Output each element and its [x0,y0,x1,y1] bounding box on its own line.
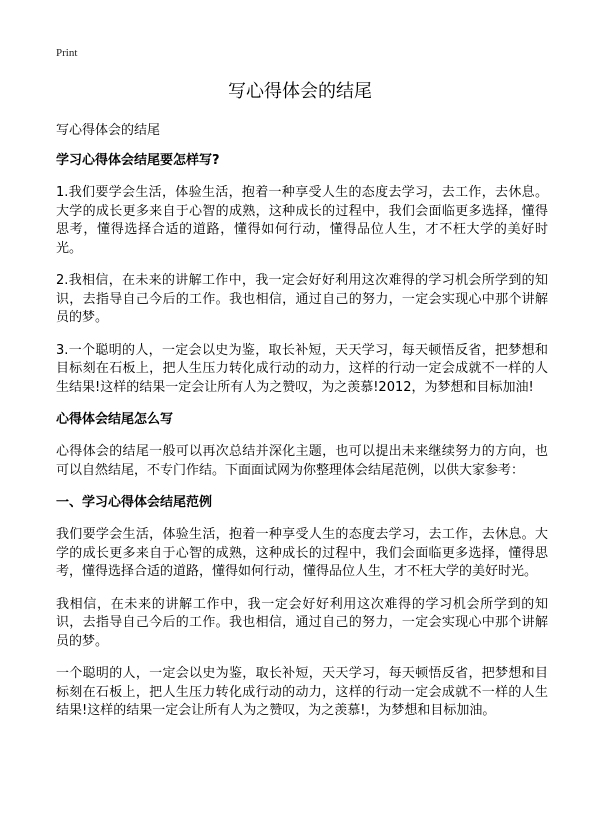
paragraph: 我们要学会生活，体验生活，抱着一种享受人生的态度去学习，去工作，去休息。大学的成长更多来自于心智的成熟，这种成长的过程中，我们会面临更多选择，懂得思考，懂得选择合适的道路，懂得如何行动，懂得品位人生，才不枉大学的美好时光。 [56,527,548,579]
paragraph: 一个聪明的人，一定会以史为鉴，取长补短，天天学习，每天顿悟反省，把梦想和目标刻在石板上，把人生压力转化成行动的动力，这样的行动一定会成就不一样的人生结果!这样的结果一定会让所有人为之赞叹，为之羡慕!，为梦想和目标加油。 [56,666,548,718]
print-link[interactable]: Print [56,47,78,59]
paragraph: 我相信，在未来的讲解工作中，我一定会好好利用这次难得的学习机会所学到的知识，去指导自己今后的工作。我也相信，通过自己的努力，一定会实现心中那个讲解员的梦。 [56,596,548,649]
section-heading: 心得体会结尾怎么写 [56,412,174,427]
section-heading: 学习心得体会结尾要怎样写? [56,153,220,168]
paragraph: 3.一个聪明的人，一定会以史为鉴，取长补短，天天学习，每天顿悟反省，把梦想和目标刻在石板上，把人生压力转化成行动的动力，这样的行动一定会成就不一样的人生结果!这样的结果一定会让所有人为之赞叹，为之羡慕!2012，为梦想和目标加油! [56,342,548,395]
section-1 [56,152,548,397]
section-heading: 一、学习心得体会结尾范例 [56,495,213,510]
paragraph: 1.我们要学会生活，体验生活，抱着一种享受人生的态度去学习，去工作，去休息。大学的成长更多来自于心智的成熟，这种成长的过程中，我们会面临更多选择，懂得思考，懂得选择合适的道路，懂得如何行动，懂得品位人生，才不枉大学的美好时光。 [56,185,548,256]
section-3 [56,494,548,721]
document-body [56,122,548,735]
document-subtitle: 写心得体会的结尾 [56,123,161,138]
paragraph: 心得体会的结尾一般可以再次总结并深化主题，也可以提出未来继续努力的方向，也可以自然结尾，不专门作结。下面面试网为你整理体会结尾范例，以供大家参考： [56,444,548,478]
paragraph: 2.我相信，在未来的讲解工作中，我一定会好好利用这次难得的学习机会所学到的知识，去指导自己今后的工作。我也相信，通过自己的努力，一定会实现心中那个讲解员的梦。 [56,273,548,325]
page-title: 写心得体会的结尾 [228,81,372,102]
section-2 [56,411,548,480]
